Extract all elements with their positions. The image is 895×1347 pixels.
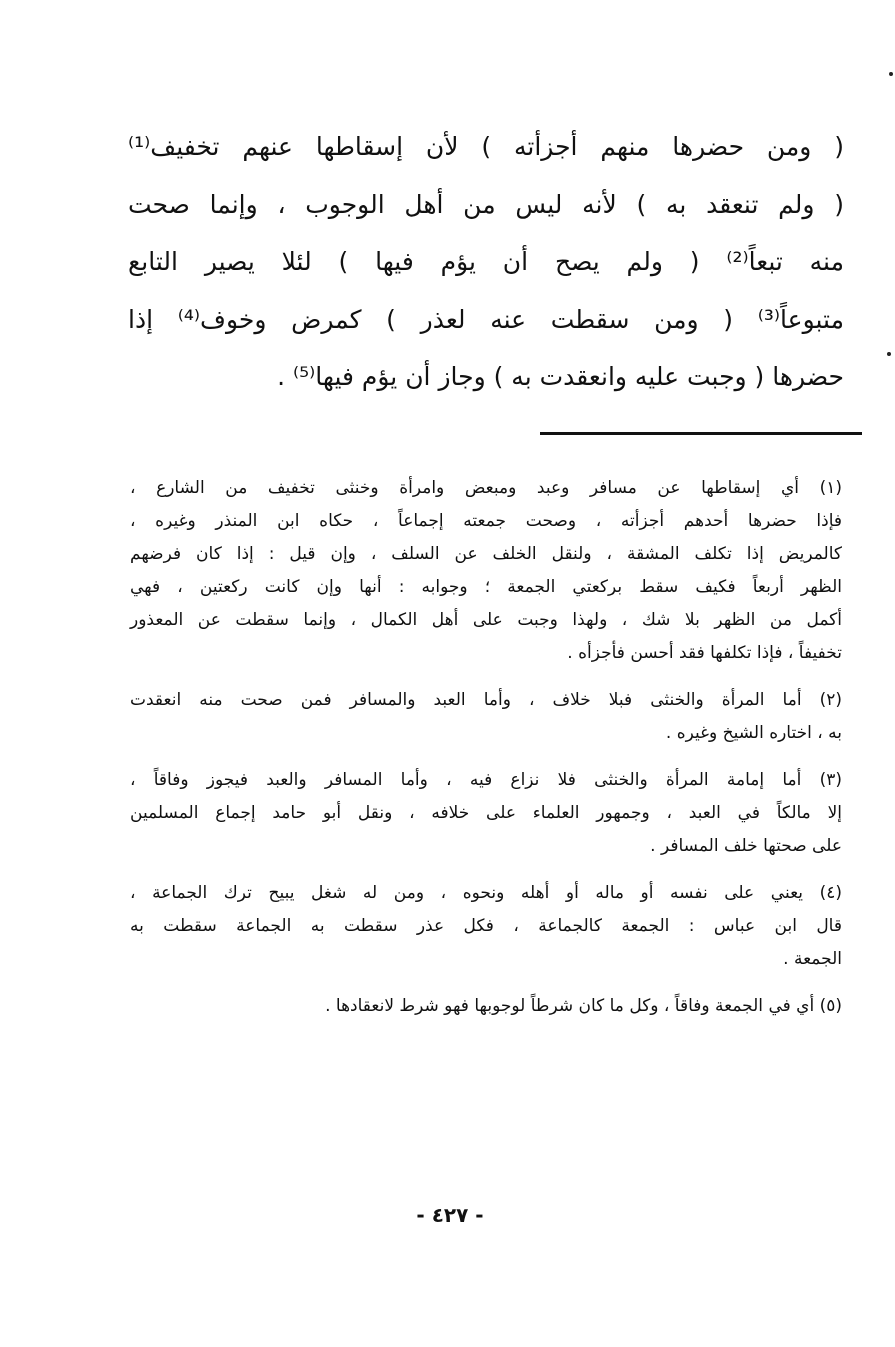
footnote-line: (٥) أي في الجمعة وفاقاً ، وكل ما كان شرطاً لوجوبها فهو شرط لانعقادها . [325,996,842,1016]
footnote-line: الجمعة . [783,949,842,969]
main-text-line: ( ولم تنعقد به ) لأنه ليس من أهل الوجوب ، وإنما صحت [128,189,844,219]
footnotes-section [130,472,842,1037]
footnote-4 [130,877,842,976]
main-text-line: متبوعاً⁽³⁾ ( ومن سقطت عنه لعذر ) كمرض وخوف⁽⁴⁾ إذا [128,304,844,334]
footnote-line: قال ابن عباس : الجمعة كالجماعة ، فكل عذر سقطت به الجماعة سقطت به [130,916,842,936]
scan-mark [889,72,893,76]
footnote-line: إلا مالكاً في العبد ، وجمهور العلماء على خلافه ، ونقل أبو حامد إجماع المسلمين [130,803,842,823]
footnote-line: (٢) أما المرأة والخنثى فبلا خلاف ، وأما العبد والمسافر فمن صحت منه انعقدت [130,690,842,710]
footnote-1 [130,472,842,670]
page-number: - ٤٢٧ - [416,1203,484,1227]
main-text-block [128,118,844,406]
footnote-line: أكمل من الظهر بلا شك ، ولهذا وجبت على أهل الكمال ، وإنما سقطت عن المعذور [130,610,842,630]
footnote-divider [540,432,862,435]
footnote-line: كالمريض إذا تكلف المشقة ، ولنقل الخلف عن السلف ، وإن قيل : إذا كان فرضهم [130,544,842,564]
footnote-2 [130,684,842,750]
footnote-line: تخفيفاً ، فإذا تكلفها فقد أحسن فأجزأه . [567,643,842,663]
main-text-line: حضرها ( وجبت عليه وانعقدت به ) وجاز أن يؤم فيها⁽⁵⁾ . [277,362,844,391]
footnote-line: (١) أي إسقاطها عن مسافر وعبد ومبعض وامرأة وخنثى تخفيف من الشارع ، [130,478,842,498]
footnote-3 [130,764,842,863]
main-text-line: منه تبعاً⁽²⁾ ( ولم يصح أن يؤم فيها ) لئلا يصير التابع [128,247,844,276]
footnote-line: (٤) يعني على نفسه أو ماله أو أهله ونحوه ، ومن له شغل يبيح ترك الجماعة ، [130,883,842,903]
footnote-line: به ، اختاره الشيخ وغيره . [665,723,842,743]
footnote-line: (٣) أما إمامة المرأة والخنثى فلا نزاع فيه ، وأما المسافر والعبد فيجوز وفاقاً ، [130,770,842,790]
main-text-line: ( ومن حضرها منهم أجزأته ) لأن إسقاطها عنهم تخفيف⁽¹⁾ [128,132,844,161]
footnote-5 [130,990,842,1023]
footnote-line: فإذا حضرها أحدهم أجزأته ، وصحت جمعته إجماعاً ، حكاه ابن المنذر وغيره ، [130,511,842,531]
footnote-line: الظهر أربعاً فكيف سقط بركعتي الجمعة ؛ وجوابه : أنها وإن كانت ركعتين ، فهي [130,577,842,597]
footnote-line: على صحتها خلف المسافر . [650,836,842,856]
scan-mark [887,352,891,356]
